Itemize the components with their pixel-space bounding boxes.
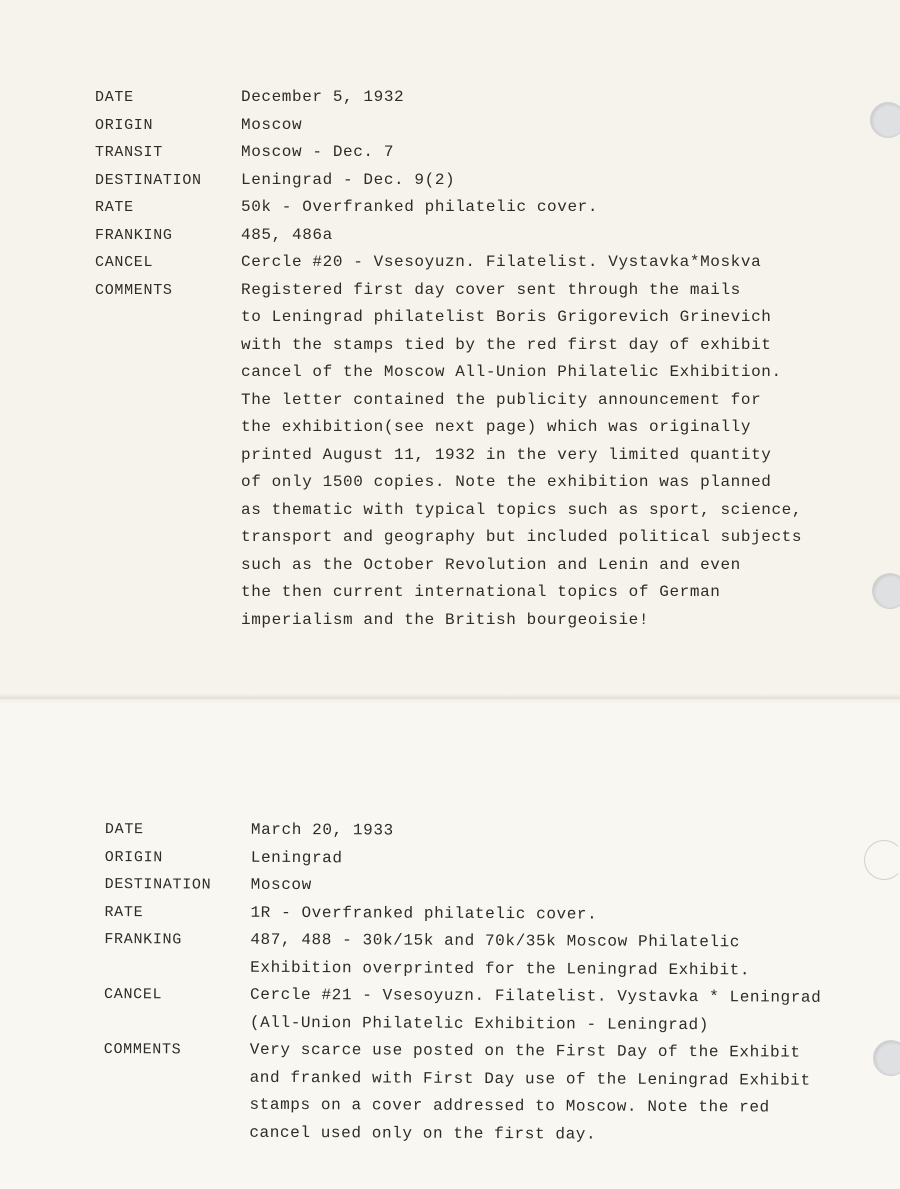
comment-line: of only 1500 copies. Note the exhibition was planned (241, 473, 772, 491)
origin-label: ORIGIN (104, 848, 164, 866)
date-value: March 20, 1933 (250, 820, 394, 840)
comment-line: stamps on a cover addressed to Moscow. Note the red (249, 1095, 770, 1117)
cancel-row (104, 981, 822, 1040)
comment-line: cancel used only on the first day. (249, 1123, 597, 1144)
destination-row (95, 167, 802, 195)
franking-row (95, 222, 802, 250)
origin-row (95, 112, 802, 140)
comment-line: the then current international topics of German (241, 583, 721, 601)
transit-label: TRANSIT (95, 144, 163, 161)
date-value: December 5, 1932 (241, 88, 405, 106)
rate-row (95, 194, 802, 222)
comments-text (249, 1037, 811, 1150)
franking-label: FRANKING (95, 226, 173, 244)
franking-line: 487, 488 - 30k/15k and 70k/35k Moscow Philatelic (250, 930, 741, 952)
comment-line: with the stamps tied by the red first day of exhibit (241, 335, 772, 354)
comment-line: to Leningrad philatelist Boris Grigorevich Grinevich (241, 308, 772, 326)
comment-line: as thematic with typical topics such as sport, science, (241, 500, 803, 519)
card-divider (0, 694, 900, 704)
comment-line: such as the October Revolution and Lenin and even (241, 555, 741, 574)
comment-line: Registered first day cover sent through the mails (241, 280, 741, 299)
destination-row (105, 871, 822, 902)
origin-label: ORIGIN (95, 116, 154, 134)
comment-line: printed August 11, 1932 in the very limited quantity (241, 445, 772, 464)
franking-value: 485, 486a (241, 225, 333, 244)
comment-line: and franked with First Day use of the Leningrad Exhibit (249, 1068, 811, 1090)
punch-hole (870, 102, 900, 138)
destination-value: Leningrad - Dec. 9(2) (241, 170, 456, 189)
comment-line: transport and geography but included political subjects (241, 528, 803, 546)
date-row (95, 84, 802, 112)
comment-line: imperialism and the British bourgeoisie! (241, 610, 650, 629)
comments-label: COMMENTS (103, 1040, 182, 1059)
comments-text (241, 277, 802, 635)
destination-label: DESTINATION (104, 875, 212, 894)
franking-line: Exhibition overprinted for the Leningrad Exhibit. (250, 958, 751, 979)
rate-row (104, 898, 821, 929)
punch-hole-ring (864, 840, 900, 880)
rate-label: RATE (104, 903, 144, 921)
cancel-label: CANCEL (104, 985, 163, 1004)
comment-line: the exhibition(see next page) which was originally (241, 418, 752, 436)
rate-value: 50k - Overfranked philatelic cover. (241, 198, 599, 216)
date-label: DATE (104, 820, 144, 839)
destination-value: Moscow (250, 875, 312, 895)
punch-hole (872, 573, 900, 609)
cancel-line: (All-Union Philatelic Exhibition - Leningrad) (249, 1013, 710, 1034)
destination-label: DESTINATION (95, 171, 202, 189)
comment-line: Very scarce use posted on the First Day of the Exhibit (249, 1040, 801, 1062)
origin-value: Moscow (241, 115, 303, 134)
comments-row (95, 277, 802, 635)
cancel-label: CANCEL (95, 254, 154, 271)
comment-line: cancel of the Moscow All-Union Philatelic Exhibition. (241, 363, 782, 381)
cancel-value (250, 982, 822, 1040)
date-row (105, 816, 822, 847)
origin-value: Leningrad (250, 848, 343, 867)
origin-row (105, 843, 822, 874)
cover-record-1933 (103, 816, 822, 1150)
comment-line: The letter contained the publicity announcement for (241, 390, 762, 409)
transit-value: Moscow - Dec. 7 (241, 143, 395, 161)
cancel-row (95, 249, 802, 277)
cancel-value: Cercle #20 - Vsesoyuzn. Filatelist. Vystavka*Moskva (241, 253, 762, 271)
cancel-line: Cercle #21 - Vsesoyuzn. Filatelist. Vystavka * Leningrad (250, 985, 822, 1007)
franking-label: FRANKING (104, 930, 183, 949)
franking-row (104, 926, 822, 985)
rate-value: 1R - Overfranked philatelic cover. (250, 903, 598, 924)
rate-label: RATE (95, 199, 134, 216)
comments-row (103, 1036, 821, 1150)
transit-row (95, 139, 802, 167)
franking-value (250, 927, 750, 985)
date-label: DATE (95, 89, 134, 106)
comments-label: COMMENTS (95, 281, 173, 299)
cover-record-1932 (95, 84, 802, 634)
